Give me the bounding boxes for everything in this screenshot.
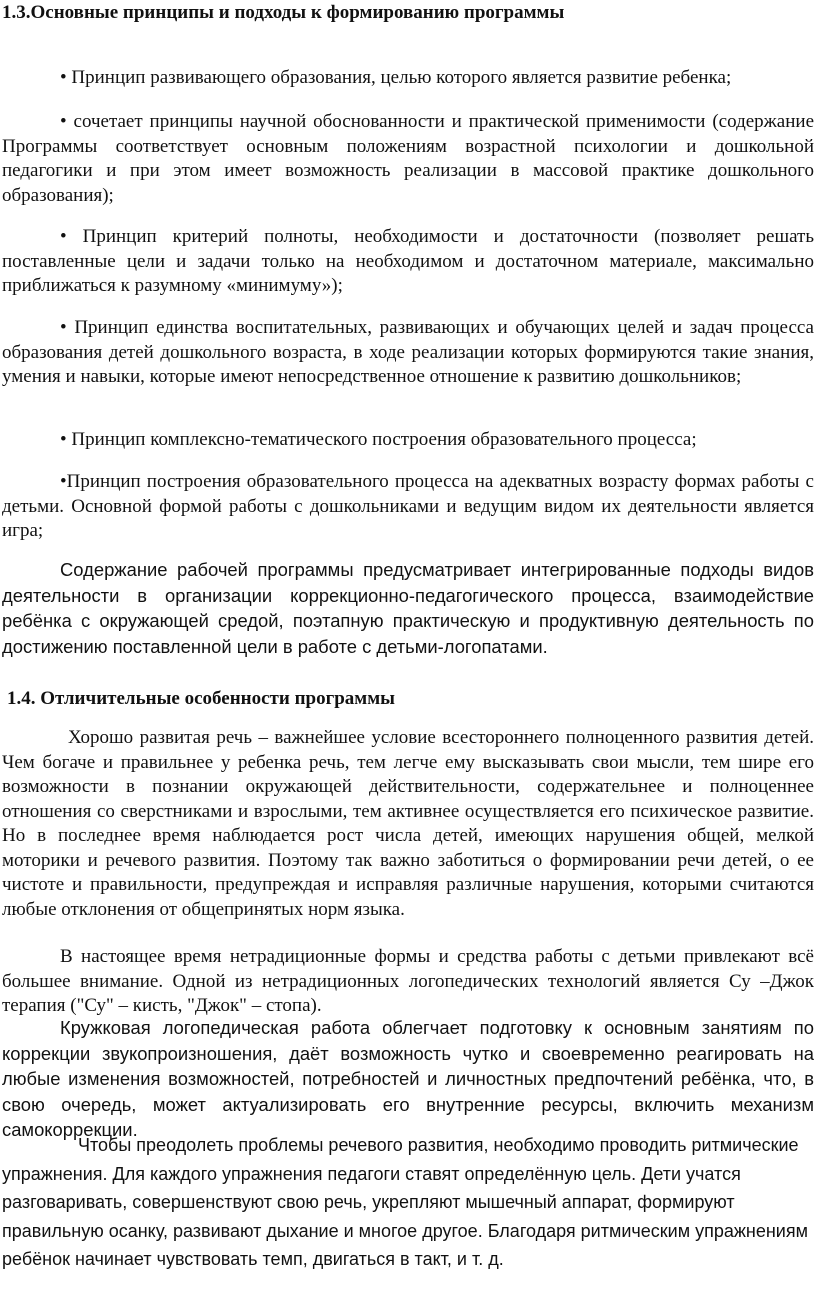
principle-scientific: • сочетает принципы научной обоснованности и практической применимости (содержание Программы соответствует основным положениям возрастной психологии и дошкольной педагогики и при этом имеет возможность реализации в массовой практике дошкольного образования); [2,111,814,206]
program-content-paragraph: Содержание рабочей программы предусматривает интегрированные подходы видов деятельности в организации коррекционно-педагогического процесса, взаимодействие ребёнка с окружающей средой, поэтапную практическую и продуктивную деятельность по достижению поставленной цели в работе с детьми-логопатами. [2,559,814,657]
principle-thematic: • Принцип комплексно-тематического построения образовательного процесса; [60,429,697,450]
rhythmic-exercises-paragraph: Чтобы преодолеть проблемы речевого развития, необходимо проводить ритмические упражнения. Для каждого упражнения педагоги ставят определённую цель. Дети учатся разговаривать, совершенствуют свою речь, укрепляют мышечный аппарат, формируют правильную осанку, развивают дыхание и многое другое. Благодаря ритмическим упражнениям ребёнок начинает чувствовать темп, двигаться в такт, и т. д. [2,1135,808,1270]
principle-completeness: • Принцип критерий полноты, необходимости и достаточности (позволяет решать поставленные цели и задачи только на необходимом и достаточном материале, максимально приближаться к разумному «минимуму»); [2,226,814,296]
speech-development-paragraph: Хорошо развитая речь – важнейшее условие всестороннего полноценного развития детей. Чем богаче и правильнее у ребенка речь, тем легче ему высказывать свои мысли, тем шире его возможности в познании окружающей действительности, содержательнее и полноценнее отношения со сверстниками и взрослыми, тем активнее осуществляется его психическое развитие. Но в последнее время наблюдается рост числа детей, имеющих нарушения общей, мелкой моторики и речевого развития. Поэтому так важно заботиться о формировании речи детей, о ее чистоте и правильности, предупреждая и исправляя различные нарушения, которыми считаются любые отклонения от общепринятых норм языка. [2,727,814,920]
principle-developmental: • Принцип развивающего образования, целью которого является развитие ребенка; [60,67,732,88]
su-jok-paragraph: В настоящее время нетрадиционные формы и средства работы с детьми привлекают всё большее внимание. Одной из нетрадиционных логопедических технологий является Су –Джок терапия ("Су" – кисть, "Джок" – стопа). [2,946,814,1016]
section-1-4-title: 1.4. Отличительные особенности программы [7,688,395,709]
principle-age-forms: •Принцип построения образовательного процесса на адекватных возрасту формах работы с детьми. Основной формой работы с дошкольниками и ведущим видом их деятельности является игра; [2,471,814,541]
speech-therapy-club-paragraph: Кружковая логопедическая работа облегчает подготовку к основным занятиям по коррекции звукопроизношения, даёт возможность чутко и своевременно реагировать на любые изменения возможностей, потребностей и личностных предпочтений ребёнка, что, в свою очередь, может актуализировать его внутренние ресурсы, включить механизм самокоррекции. [2,1017,814,1140]
principle-unity: • Принцип единства воспитательных, развивающих и обучающих целей и задач процесса образования детей дошкольного возраста, в ходе реализации которых формируются такие знания, умения и навыки, которые имеют непосредственное отношение к развитию дошкольников; [2,317,814,387]
section-1-3-title: 1.3.Основные принципы и подходы к формированию программы [2,2,565,23]
